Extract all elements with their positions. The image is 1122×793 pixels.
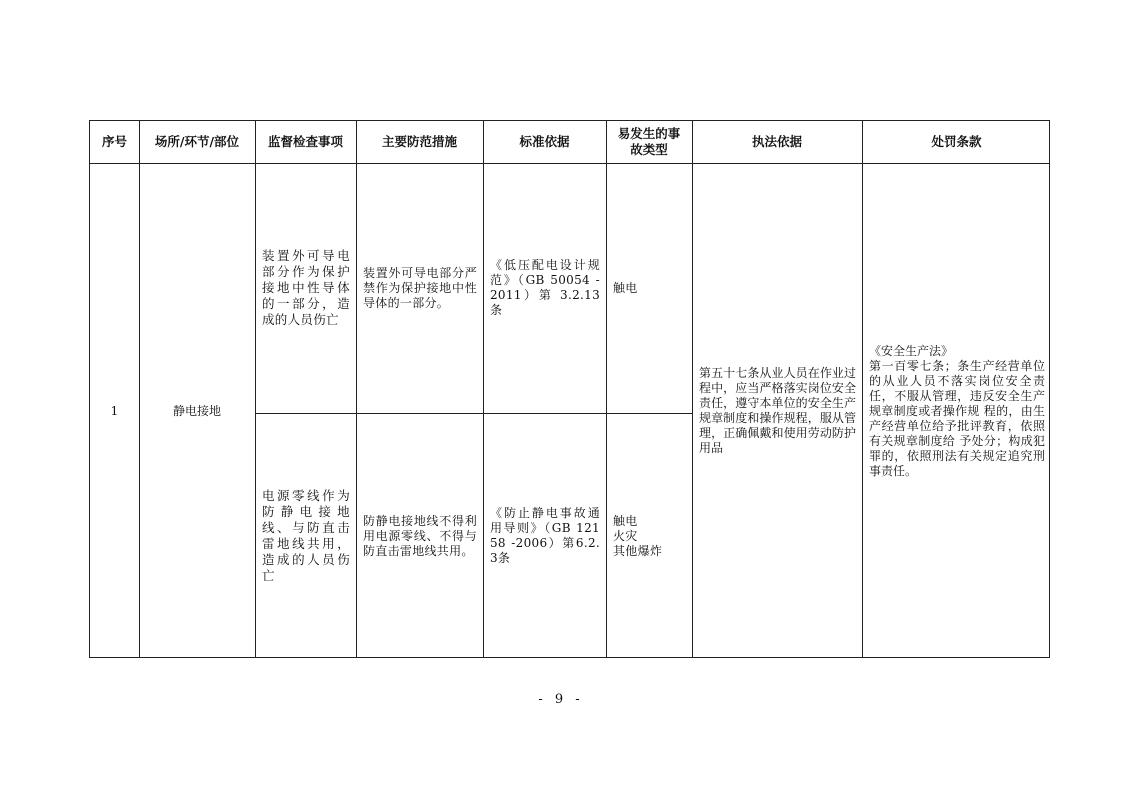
- inspect-item: 电源零线作为防静电接地线、与防直击雷地线共用，造成的人员伤亡: [262, 488, 350, 583]
- standard-item: 《低压配电设计规范》（GB 50054 -2011）第 3.2.13 条: [490, 258, 600, 317]
- header-standard: 标准依据: [519, 134, 570, 149]
- row-place: 静电接地: [172, 403, 221, 418]
- header-penalty: 处罚条款: [931, 134, 982, 149]
- accident-type: 触电: [613, 280, 638, 295]
- page-number: - 9 -: [538, 692, 584, 707]
- row-seq: 1: [110, 403, 119, 418]
- measure-item: 防静电接地线不得利用电源零线、不得与防直击雷地线共用。: [363, 513, 477, 558]
- accident-type: 触电 火灾 其他爆炸: [613, 513, 663, 558]
- header-measures: 主要防范措施: [381, 134, 457, 149]
- header-inspect: 监督检查事项: [267, 134, 343, 149]
- standard-item: 《防止静电事故通用导则》（GB 12158 -2006）第6.2.3条: [490, 506, 600, 565]
- penalty-law-body: 第一百零七条；条生产经营单位的从业人员不落实岗位安全责任，不服从管理，违反安全生产规章制度或者操作规 程的，由生产经营单位给予批评教育，依照有关规章制度给 予处分；构成犯罪的，依照刑法有关规定追究刑事责任。: [869, 358, 1045, 478]
- header-place: 场所/环节/部位: [154, 134, 240, 149]
- header-accident: 易发生的事故类型: [617, 126, 681, 157]
- header-seq: 序号: [101, 134, 127, 149]
- header-law-basis: 执法依据: [751, 134, 802, 149]
- inspect-item: 装置外可导电部分作为保护接地中性导体的一部分，造成的人员伤亡: [262, 248, 350, 327]
- regulation-table: [89, 120, 1050, 658]
- law-basis: 第五十七条从业人员在作业过程中，应当严格落实岗位安全责任，遵守本单位的安全生产规章制度和操作规程，服从管理，正确佩戴和使用劳动防护用品: [699, 366, 856, 455]
- penalty-law-title: 《安全生产法》: [869, 343, 954, 358]
- penalty-clause: [862, 163, 1051, 659]
- measure-item: 装置外可导电部分严禁作为保护接地中性导体的一部分。: [363, 265, 477, 310]
